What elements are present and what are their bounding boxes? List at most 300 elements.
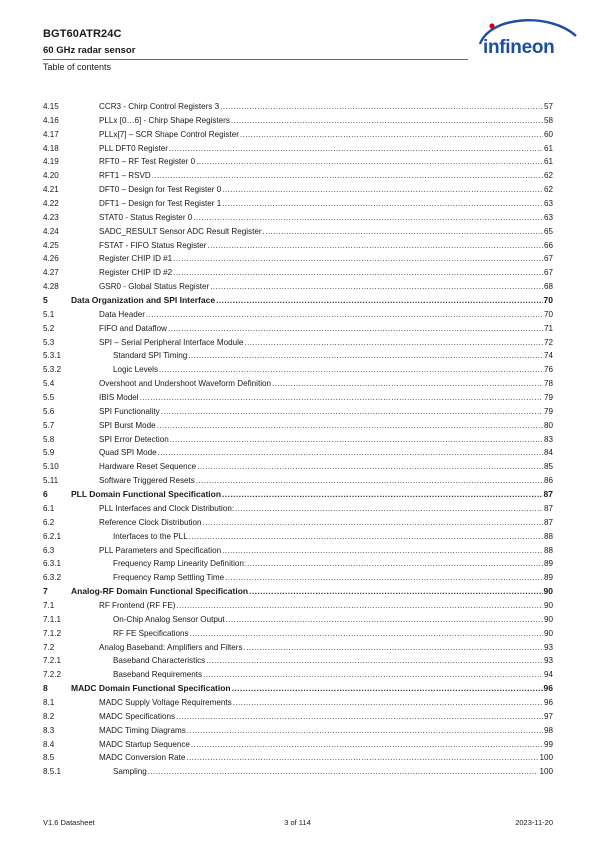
- footer-date: 2023-11-20: [515, 818, 553, 827]
- header-divider: [43, 59, 468, 60]
- toc-entry[interactable]: [43, 668, 553, 682]
- toc-dot-leader: [235, 502, 543, 516]
- toc-entry[interactable]: [43, 571, 553, 585]
- toc-dot-leader: [189, 530, 543, 544]
- toc-entry-line: [99, 225, 553, 239]
- toc-entry-page: 61: [543, 157, 553, 167]
- toc-chapter-entry[interactable]: [43, 585, 553, 599]
- toc-entry-page: 63: [543, 212, 553, 222]
- toc-entry-line: [99, 433, 553, 447]
- toc-entry[interactable]: [43, 433, 553, 447]
- toc-entry-page: 89: [543, 573, 553, 583]
- toc-entry-number: 5.3.1: [43, 351, 62, 361]
- toc-entry[interactable]: [43, 155, 553, 169]
- toc-entry[interactable]: [43, 377, 553, 391]
- toc-entry-title: On-Chip Analog Sensor Output: [113, 614, 225, 624]
- toc-entry-number: 8.1: [43, 697, 55, 707]
- toc-entry-number: 5.3.2: [43, 365, 62, 375]
- toc-entry[interactable]: [43, 391, 553, 405]
- toc-dot-leader: [188, 349, 543, 363]
- toc-entry-title: Frequency Ramp Settling Time: [113, 573, 225, 583]
- toc-entry[interactable]: [43, 724, 553, 738]
- toc-entry-number: 5.6: [43, 406, 55, 416]
- toc-entry-page: 60: [543, 129, 553, 139]
- toc-dot-leader: [173, 266, 543, 280]
- toc-dot-leader: [193, 211, 543, 225]
- toc-entry-number: 5.1: [43, 309, 55, 319]
- toc-chapter-entry[interactable]: [43, 294, 553, 308]
- toc-dot-leader: [146, 308, 543, 322]
- toc-entry-number: 4.25: [43, 240, 59, 250]
- toc-entry[interactable]: [43, 197, 553, 211]
- toc-entry-title: CCR3 - Chirp Control Registers 3: [99, 102, 220, 111]
- toc-dot-leader: [263, 225, 543, 239]
- toc-chapter-entry[interactable]: [43, 682, 553, 696]
- toc-entry-line: [113, 557, 553, 571]
- product-subtitle: 60 GHz radar sensor: [43, 45, 136, 56]
- toc-entry-title: PLL Interfaces and Clock Distribution:: [99, 503, 235, 513]
- toc-entry[interactable]: [43, 446, 553, 460]
- toc-entry-title: RFT1 – RSVD: [99, 171, 151, 181]
- toc-entry-title: Logic Levels: [113, 365, 158, 375]
- toc-entry[interactable]: [43, 751, 553, 765]
- toc-entry-page: 65: [543, 226, 553, 236]
- toc-entry-page: 87: [543, 503, 553, 513]
- toc-entry-number: 8.4: [43, 739, 55, 749]
- toc-entry-line: [71, 682, 553, 696]
- toc-entry-line: [99, 751, 553, 765]
- toc-dot-leader: [233, 696, 543, 710]
- toc-entry-page: 71: [543, 323, 553, 333]
- toc-entry-title: Data Header: [99, 309, 145, 319]
- toc-entry-line: [99, 446, 553, 460]
- toc-entry-line: [99, 405, 553, 419]
- toc-entry-line: [99, 280, 553, 294]
- toc-entry[interactable]: [43, 474, 553, 488]
- toc-entry-number: 5.8: [43, 434, 55, 444]
- toc-entry-line: [99, 100, 553, 114]
- toc-entry-title: IBIS Model: [99, 393, 139, 403]
- toc-entry-page: 79: [543, 393, 553, 403]
- toc-dot-leader: [169, 142, 543, 156]
- toc-dot-leader: [196, 474, 543, 488]
- toc-dot-leader: [196, 155, 543, 169]
- toc-dot-leader: [222, 183, 543, 197]
- toc-entry-title: DFT0 – Design for Test Register 0: [99, 185, 222, 195]
- toc-entry-line: [113, 349, 553, 363]
- toc-entry-number: 4.22: [43, 199, 59, 209]
- toc-dot-leader: [206, 654, 543, 668]
- toc-entry-line: [99, 419, 553, 433]
- toc-entry-title: RF Frontend (RF FE): [99, 600, 176, 610]
- toc-entry-number: 8.5.1: [43, 767, 62, 777]
- toc-entry-title: PLL DFT0 Register: [99, 143, 168, 153]
- toc-entry-page: 89: [543, 559, 553, 569]
- toc-entry[interactable]: [43, 349, 553, 363]
- toc-entry-title: SPI Burst Mode: [99, 420, 156, 430]
- toc-entry-page: 90: [543, 614, 553, 624]
- toc-entry[interactable]: [43, 100, 553, 114]
- toc-entry-title: FSTAT - FIFO Status Register: [99, 240, 207, 250]
- toc-dot-leader: [225, 571, 543, 585]
- toc-entry-number: 6.2: [43, 517, 55, 527]
- toc-entry-page: 99: [543, 739, 553, 749]
- toc-entry-title: Analog-RF Domain Functional Specification: [71, 586, 249, 597]
- product-name: BGT60ATR24C: [43, 28, 122, 40]
- toc-entry-title: Interfaces to the PLL: [113, 531, 188, 541]
- toc-entry-line: [99, 641, 553, 655]
- toc-entry-number: 6.1: [43, 503, 55, 513]
- toc-entry-number: 8.3: [43, 725, 55, 735]
- toc-entry-page: 61: [543, 143, 553, 153]
- toc-entry-number: 4.24: [43, 226, 59, 236]
- toc-entry-line: [99, 738, 553, 752]
- toc-entry-page: 70: [543, 309, 553, 319]
- toc-entry-title: MADC Domain Functional Specification: [71, 683, 231, 694]
- toc-entry-page: 84: [543, 448, 553, 458]
- toc-entry[interactable]: [43, 710, 553, 724]
- toc-entry[interactable]: [43, 516, 553, 530]
- toc-entry[interactable]: [43, 336, 553, 350]
- toc-entry-line: [113, 530, 553, 544]
- toc-entry-number: 5.7: [43, 420, 55, 430]
- toc-entry-line: [99, 710, 553, 724]
- toc-dot-leader: [249, 585, 542, 599]
- toc-dot-leader: [173, 252, 543, 266]
- footer-version: V1.6 Datasheet: [43, 818, 95, 827]
- toc-entry-page: 93: [543, 656, 553, 666]
- toc-entry-title: PLL Parameters and Specification: [99, 545, 222, 555]
- toc-entry-line: [99, 724, 553, 738]
- toc-entry-number: 7: [43, 586, 48, 597]
- toc-entry-title: MADC Specifications: [99, 711, 176, 721]
- toc-entry-title: Quad SPI Mode: [99, 448, 157, 458]
- toc-entry-title: Analog Baseband: Amplifiers and Filters: [99, 642, 243, 652]
- toc-entry[interactable]: [43, 627, 553, 641]
- toc-dot-leader: [240, 128, 543, 142]
- toc-entry-page: 87: [543, 517, 553, 527]
- toc-entry-page: 80: [543, 420, 553, 430]
- toc-dot-leader: [232, 682, 543, 696]
- toc-entry[interactable]: [43, 419, 553, 433]
- toc-dot-leader: [176, 710, 543, 724]
- toc-entry-title: Software Triggered Resets: [99, 476, 195, 486]
- toc-entry-page: 57: [543, 102, 553, 111]
- toc-entry-line: [113, 363, 553, 377]
- toc-dot-leader: [187, 724, 543, 738]
- toc-entry-page: 93: [543, 642, 553, 652]
- toc-entry-number: 6: [43, 489, 48, 500]
- toc-entry-page: 90: [543, 628, 553, 638]
- toc-entry-number: 4.26: [43, 254, 59, 264]
- toc-dot-leader: [159, 363, 543, 377]
- toc-entry-page: 94: [543, 670, 553, 680]
- toc-entry-page: 83: [543, 434, 553, 444]
- toc-entry-line: [99, 114, 553, 128]
- toc-entry[interactable]: [43, 128, 553, 142]
- toc-entry-number: 8.5: [43, 753, 55, 763]
- toc-entry-page: 98: [543, 725, 553, 735]
- toc-entry-number: 8: [43, 683, 48, 694]
- toc-entry-number: 4.19: [43, 157, 59, 167]
- toc-dot-leader: [170, 433, 543, 447]
- toc-entry[interactable]: [43, 211, 553, 225]
- toc-entry-title: Frequency Ramp Linearity Definition:: [113, 559, 247, 569]
- toc-dot-leader: [226, 613, 543, 627]
- toc-dot-leader: [247, 557, 543, 571]
- toc-entry-page: 62: [543, 185, 553, 195]
- toc-dot-leader: [186, 751, 538, 765]
- toc-entry-title: Reference Clock Distribution: [99, 517, 202, 527]
- toc-entry[interactable]: [43, 405, 553, 419]
- toc-entry-page: 70: [543, 295, 553, 306]
- toc-entry-title: Overshoot and Undershoot Waveform Definition: [99, 379, 271, 389]
- toc-entry-title: Data Organization and SPI Interface: [71, 295, 216, 306]
- toc-dot-leader: [231, 114, 543, 128]
- toc-entry-title: Standard SPI Timing: [113, 351, 188, 361]
- toc-entry-title: MADC Conversion Rate: [99, 753, 186, 763]
- toc-entry-line: [99, 391, 553, 405]
- toc-entry-page: 85: [543, 462, 553, 472]
- toc-entry[interactable]: [43, 266, 553, 280]
- toc-entry[interactable]: [43, 225, 553, 239]
- toc-entry[interactable]: [43, 599, 553, 613]
- toc-entry-page: 72: [543, 337, 553, 347]
- toc-dot-leader: [157, 419, 543, 433]
- toc-entry[interactable]: [43, 183, 553, 197]
- toc-entry[interactable]: [43, 765, 553, 779]
- toc-entry[interactable]: [43, 502, 553, 516]
- toc-entry-number: 7.1.1: [43, 614, 62, 624]
- toc-entry[interactable]: [43, 654, 553, 668]
- toc-entry-line: [99, 502, 553, 516]
- toc-entry-line: [71, 294, 553, 308]
- toc-entry-line: [99, 142, 553, 156]
- toc-entry-line: [99, 516, 553, 530]
- toc-entry-number: 4.21: [43, 185, 59, 195]
- toc-entry-line: [99, 239, 553, 253]
- toc-entry[interactable]: [43, 641, 553, 655]
- toc-entry[interactable]: [43, 322, 553, 336]
- logo-wordmark: infineon: [483, 37, 555, 58]
- toc-entry-line: [99, 599, 553, 613]
- toc-entry-title: Baseband Characteristics: [113, 656, 206, 666]
- toc-entry-line: [99, 252, 553, 266]
- toc-entry-line: [99, 128, 553, 142]
- toc-dot-leader: [191, 738, 543, 752]
- toc-dot-leader: [222, 197, 543, 211]
- footer-page-number: 3 of 114: [284, 818, 311, 827]
- toc-entry[interactable]: [43, 738, 553, 752]
- toc-entry-page: 88: [543, 545, 553, 555]
- toc-entry-number: 7.2.2: [43, 670, 62, 680]
- toc-entry-line: [99, 336, 553, 350]
- toc-entry-page: 67: [543, 268, 553, 278]
- toc-entry-line: [71, 488, 553, 502]
- toc-entry-title: RF FE Specifications: [113, 628, 189, 638]
- toc-entry-number: 5.9: [43, 448, 55, 458]
- toc-entry-title: PLLx[7] – SCR Shape Control Register: [99, 129, 239, 139]
- toc-entry-title: SADC_RESULT Sensor ADC Result Register: [99, 226, 262, 236]
- toc-entry-line: [113, 571, 553, 585]
- toc-entry-number: 7.1: [43, 600, 55, 610]
- toc-dot-leader: [203, 668, 543, 682]
- toc-entry-line: [99, 308, 553, 322]
- toc-entry-line: [99, 474, 553, 488]
- toc-dot-leader: [197, 460, 543, 474]
- toc-entry-page: 67: [543, 254, 553, 264]
- toc-entry-title: PLL Domain Functional Specification: [71, 489, 222, 500]
- toc-entry-title: DFT1 – Design for Test Register 1: [99, 199, 222, 209]
- toc-entry-page: 90: [543, 600, 553, 610]
- toc-entry-line: [99, 266, 553, 280]
- toc-entry-line: [99, 211, 553, 225]
- toc-entry[interactable]: [43, 363, 553, 377]
- section-title: Table of contents: [43, 62, 112, 72]
- toc-entry-line: [99, 544, 553, 558]
- toc-entry-page: 100: [539, 753, 553, 763]
- toc-entry-page: 90: [543, 586, 553, 597]
- toc-dot-leader: [216, 294, 542, 308]
- toc-entry-title: SPI – Serial Peripheral Interface Module: [99, 337, 244, 347]
- toc-entry-line: [113, 627, 553, 641]
- toc-entry-line: [99, 322, 553, 336]
- toc-entry-title: MADC Startup Sequence: [99, 739, 190, 749]
- toc-dot-leader: [222, 488, 543, 502]
- toc-entry-page: 62: [543, 171, 553, 181]
- toc-entry-line: [99, 155, 553, 169]
- toc-entry-number: 7.2.1: [43, 656, 62, 666]
- toc-dot-leader: [220, 100, 543, 114]
- toc-entry-title: RFT0 – RF Test Register 0: [99, 157, 196, 167]
- toc-entry[interactable]: [43, 544, 553, 558]
- toc-entry-number: 5.3: [43, 337, 55, 347]
- toc-entry-line: [99, 696, 553, 710]
- toc-entry[interactable]: [43, 252, 553, 266]
- toc-dot-leader: [161, 405, 543, 419]
- toc-entry-title: STAT0 - Status Register 0: [99, 212, 193, 222]
- toc-dot-leader: [272, 377, 543, 391]
- toc-entry-line: [99, 169, 553, 183]
- toc-entry[interactable]: [43, 169, 553, 183]
- toc-entry-number: 5.5: [43, 393, 55, 403]
- toc-entry-title: MADC Timing Diagrams: [99, 725, 186, 735]
- toc-entry-number: 4.15: [43, 102, 59, 111]
- toc-entry-title: Sampling: [113, 767, 147, 777]
- toc-entry-title: MADC Supply Voltage Requirements: [99, 697, 232, 707]
- toc-entry-page: 87: [543, 489, 553, 500]
- toc-dot-leader: [176, 599, 543, 613]
- toc-entry-page: 76: [543, 365, 553, 375]
- toc-entry-title: SPI Functionality: [99, 406, 160, 416]
- toc-entry[interactable]: [43, 557, 553, 571]
- toc-dot-leader: [210, 280, 543, 294]
- toc-entry-number: 6.2.1: [43, 531, 62, 541]
- toc-entry-number: 5.4: [43, 379, 55, 389]
- toc-entry-number: 4.27: [43, 268, 59, 278]
- toc-entry[interactable]: [43, 239, 553, 253]
- toc-entry-page: 63: [543, 199, 553, 209]
- toc-entry-number: 5.10: [43, 462, 59, 472]
- toc-entry-page: 86: [543, 476, 553, 486]
- toc-entry-page: 100: [539, 767, 553, 777]
- toc-entry-line: [99, 377, 553, 391]
- toc-entry-number: 5.11: [43, 476, 59, 486]
- toc-entry-title: SPI Error Detection: [99, 434, 169, 444]
- toc-dot-leader: [148, 765, 539, 779]
- toc-entry-number: 4.17: [43, 129, 59, 139]
- toc-entry-line: [113, 765, 553, 779]
- toc-entry-title: Baseband Requirements: [113, 670, 203, 680]
- toc-entry-number: 8.2: [43, 711, 55, 721]
- toc-entry-page: 66: [543, 240, 553, 250]
- toc-entry-number: 7.2: [43, 642, 55, 652]
- toc-entry-number: 6.3.1: [43, 559, 62, 569]
- toc-entry[interactable]: [43, 530, 553, 544]
- toc-entry-title: PLLx [0…6] - Chirp Shape Registers: [99, 115, 230, 125]
- toc-entry[interactable]: [43, 460, 553, 474]
- toc-entry-line: [113, 668, 553, 682]
- toc-entry-page: 58: [543, 115, 553, 125]
- toc-entry-page: 79: [543, 406, 553, 416]
- toc-entry-number: 4.23: [43, 212, 59, 222]
- toc-entry-page: 78: [543, 379, 553, 389]
- toc-dot-leader: [208, 239, 543, 253]
- toc-chapter-entry[interactable]: [43, 488, 553, 502]
- toc-entry-title: Register CHIP ID #2: [99, 268, 173, 278]
- toc-entry-number: 7.1.2: [43, 628, 62, 638]
- toc-entry-number: 4.16: [43, 115, 59, 125]
- toc-dot-leader: [140, 391, 543, 405]
- table-of-contents: [43, 100, 553, 779]
- toc-entry[interactable]: [43, 280, 553, 294]
- toc-entry-line: [99, 460, 553, 474]
- toc-entry-page: 96: [543, 697, 553, 707]
- toc-entry[interactable]: [43, 308, 553, 322]
- toc-dot-leader: [190, 627, 543, 641]
- toc-entry-title: Register CHIP ID #1: [99, 254, 173, 264]
- toc-entry-line: [99, 197, 553, 211]
- toc-entry[interactable]: [43, 696, 553, 710]
- toc-entry-number: 5: [43, 295, 48, 306]
- toc-entry-page: 74: [543, 351, 553, 361]
- toc-dot-leader: [244, 641, 543, 655]
- toc-dot-leader: [152, 169, 543, 183]
- toc-entry-title: GSR0 - Global Status Register: [99, 282, 210, 292]
- toc-dot-leader: [203, 516, 543, 530]
- toc-entry-number: 4.18: [43, 143, 59, 153]
- toc-entry[interactable]: [43, 114, 553, 128]
- toc-entry-page: 96: [543, 683, 553, 694]
- toc-entry-title: Hardware Reset Sequence: [99, 462, 197, 472]
- toc-entry-title: FIFO and Dataflow: [99, 323, 167, 333]
- toc-entry-number: 6.3.2: [43, 573, 62, 583]
- toc-entry-page: 97: [543, 711, 553, 721]
- toc-dot-leader: [168, 322, 543, 336]
- toc-entry[interactable]: [43, 142, 553, 156]
- toc-entry-line: [113, 613, 553, 627]
- toc-dot-leader: [222, 544, 543, 558]
- toc-entry-number: 6.3: [43, 545, 55, 555]
- toc-entry[interactable]: [43, 613, 553, 627]
- toc-entry-number: 5.2: [43, 323, 55, 333]
- toc-dot-leader: [244, 336, 543, 350]
- toc-entry-number: 4.28: [43, 282, 59, 292]
- toc-entry-number: 4.20: [43, 171, 59, 181]
- toc-entry-line: [113, 654, 553, 668]
- toc-dot-leader: [158, 446, 543, 460]
- toc-entry-line: [99, 183, 553, 197]
